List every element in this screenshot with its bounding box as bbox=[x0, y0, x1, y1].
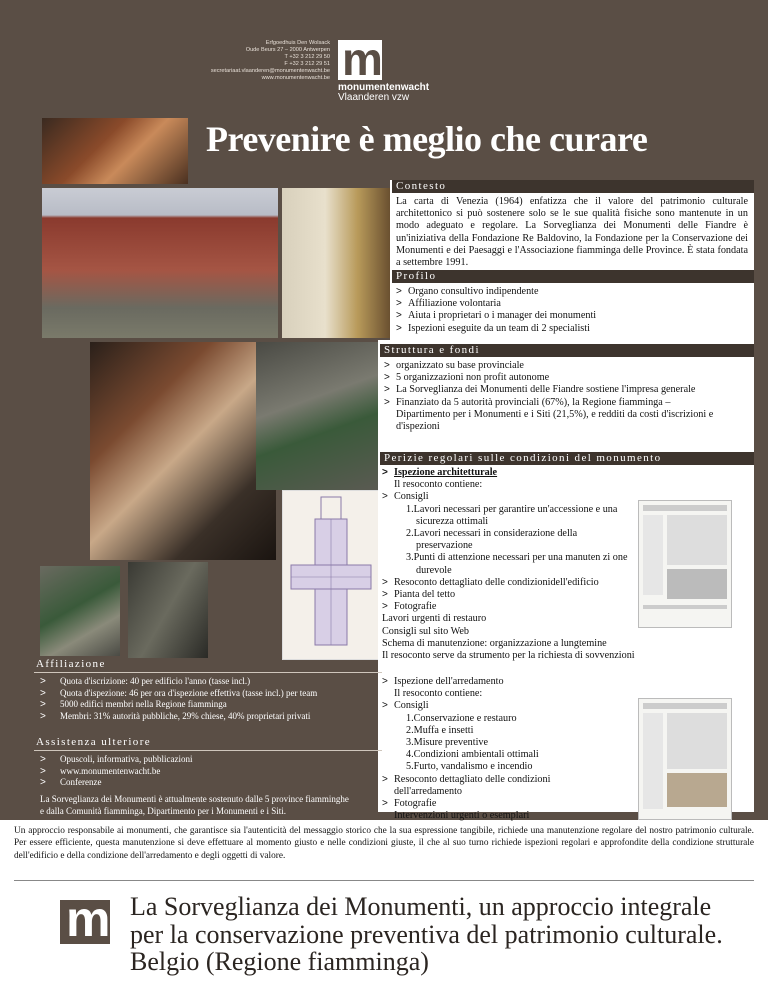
affiliazione-list bbox=[40, 676, 380, 722]
contact-line: Erfgoedhuis Den Wolsack bbox=[265, 40, 330, 46]
report-page-icon bbox=[639, 501, 731, 627]
report-page-icon bbox=[639, 699, 731, 819]
arch-intro: Il resoconto contiene: bbox=[394, 479, 483, 491]
worker-photo bbox=[40, 566, 120, 656]
list-item: > organizzato su base provinciale bbox=[384, 360, 714, 372]
roof-inspection-photo bbox=[256, 342, 378, 490]
contesto-text: La carta di Venezia (1964) enfatizza che il valore del patrimonio culturale architettonico si può sostenere solo se le sue qualità fisiche sono mantenute in un modo adeguato e regolare. La Sorveglianza dei Monumenti delle Fiandre è un'iniziativa della Fondazione Re Baldovino, la Fondazione per la Conservazione dei Monumenti e dei Paesaggi e l'Associazione fiamminga delle Province. È stata fondata a settembre 1991. bbox=[396, 196, 748, 269]
list-item-text: Quota d'iscrizione: 40 per edificio l'anno (tasse incl.) bbox=[60, 676, 251, 686]
arr-consigli-list bbox=[382, 713, 632, 774]
list-item: > Finanziato da 5 autorità provinciali (67%), la Regione fiamminga – Dipartimento per i Monumenti e i Siti (21,5%), e redditi da costi d'iscrizioni e d'ispezioni bbox=[384, 397, 714, 434]
consiglio-item: 2.Muffa e insetti bbox=[406, 724, 474, 736]
arr-consigli-label: > Consigli bbox=[382, 700, 632, 712]
list-item-text: Quota d'ispezione: 46 per ora d'ispezione effettiva (tasse incl.) per team bbox=[60, 687, 318, 698]
altar-photo bbox=[282, 188, 390, 338]
contact-line: Oude Beurs 27 – 2000 Antwerpen bbox=[245, 47, 330, 53]
list-item: > 5 organizzazioni non profit autonome bbox=[384, 372, 714, 384]
list-item bbox=[40, 676, 380, 688]
logo-letter: m bbox=[342, 33, 383, 85]
arch-consigli-list bbox=[382, 504, 632, 577]
contact-website: www.monumentenwacht.be bbox=[261, 75, 330, 81]
list-item bbox=[40, 754, 380, 766]
castle-photo bbox=[42, 188, 278, 338]
plain-item: Schema di manutenzione: organizzazione a lungtemine bbox=[382, 637, 607, 649]
roof-plan-icon bbox=[283, 491, 379, 659]
perizie-arredamento bbox=[382, 676, 632, 822]
contact-block bbox=[190, 40, 330, 82]
furniture-report-image bbox=[638, 698, 732, 820]
consiglio-item: 2.Lavori necessari in considerazione della preservazione bbox=[406, 528, 578, 552]
list-item: > La Sorveglianza dei Monumenti delle Fiandre sostiene l'impresa generale bbox=[384, 384, 714, 396]
assistenza-note: La Sorveglianza dei Monumenti è attualmente sostenuto dalle 5 province fiamminghe e dalla Comunità fiamminga, Dipartimento per i Monumenti e i Siti. bbox=[40, 794, 349, 816]
arch-consigli-label: > Consigli bbox=[382, 491, 632, 503]
assistenza-list bbox=[40, 754, 380, 789]
footer-text: Un approccio responsabile ai monumenti, che garantisce sia l'autenticità del messaggio storico che la sua espressione tangibile, richiede una manutenzione regolare del nostro patrimonio culturale. Per essere efficiente, questa manutenzione si deve effettuare al momento giusto e nelle condizioni giuste, il che al suo turno richiede ispezioni regolari e approfondite della condizione strutturale dell'edificio e della condizione dell'arredamento e degli oggetti di valore. bbox=[14, 826, 754, 861]
list-item-text: 5000 edifici membri nella Regione fiamminga bbox=[60, 699, 227, 710]
gutter-detail-photo bbox=[128, 562, 208, 658]
section-heading-affiliazione: Affiliazione bbox=[36, 658, 106, 670]
consiglio-item: 5.Furto, vandalismo e incendio bbox=[406, 761, 533, 773]
section-heading-contesto: Contesto bbox=[392, 180, 754, 193]
section-heading-profilo: Profilo bbox=[392, 270, 754, 283]
contact-email: secretariaat.vlaanderen@monumentenwacht.be bbox=[210, 68, 330, 74]
list-item: > Fotografie bbox=[382, 798, 582, 810]
logo bbox=[338, 33, 383, 85]
consiglio-item: 1.Conservazione e restauro bbox=[406, 712, 517, 724]
section-heading-struttura: Struttura e fondi bbox=[380, 344, 754, 357]
footer-title: La Sorveglianza dei Monumenti, un approccio integrale per la conservazione preventiva del patrimonio culturale. Belgio (Regione fiamminga) bbox=[130, 892, 723, 976]
list-item bbox=[40, 777, 380, 789]
contact-line: F +32 3 212 29 51 bbox=[284, 61, 330, 67]
list-item bbox=[40, 711, 380, 723]
consiglio-item: 3.Misure preventive bbox=[406, 737, 489, 749]
brand-region: Vlaanderen vzw bbox=[338, 92, 410, 103]
list-item: > Resoconto dettagliato delle condizionidell'edificio bbox=[382, 577, 632, 589]
arr-intro: Il resoconto contiene: bbox=[394, 688, 483, 700]
architecture-report-image bbox=[638, 500, 732, 628]
consiglio-item: 4.Condizioni ambientali ottimali bbox=[406, 749, 539, 761]
list-item bbox=[40, 688, 380, 700]
roof-plan-image bbox=[282, 490, 380, 660]
divider bbox=[34, 750, 382, 751]
arch-title-text: Ispezione architetturale bbox=[394, 467, 498, 478]
divider bbox=[14, 880, 754, 881]
page-title: Prevenire è meglio che curare bbox=[206, 119, 648, 159]
list-item: > Ispezioni eseguite da un team di 2 specialisti bbox=[396, 323, 748, 335]
brand-name: monumentenwacht bbox=[338, 82, 430, 93]
plain-item: Lavori urgenti di restauro bbox=[382, 613, 487, 625]
plain-item: Il resoconto serve da strumento per la richiesta di sovvenzioni bbox=[382, 650, 635, 662]
list-item: > Organo consultivo indipendente bbox=[396, 286, 748, 298]
consiglio-item: 1.Lavori necessari per garantire un'accessione e una sicurezza ottimali bbox=[406, 503, 618, 527]
struttura-list bbox=[384, 360, 714, 433]
list-item: > Pianta del tetto bbox=[382, 589, 632, 601]
arr-title: > Ispezione dell'arredamento bbox=[382, 676, 632, 688]
arch-title bbox=[382, 467, 632, 479]
arr-last: Intervenzioni urgenti o esemplari bbox=[394, 810, 530, 822]
profilo-list bbox=[396, 286, 748, 335]
contact-line: T +32 3 212 29 50 bbox=[284, 54, 330, 60]
statue-photo bbox=[42, 118, 188, 184]
section-heading-assistenza: Assistenza ulteriore bbox=[36, 736, 152, 748]
madonna-restoration-photo bbox=[90, 342, 276, 560]
list-item-text: Opuscoli, informativa, pubblicazioni bbox=[60, 754, 193, 764]
list-item-text: Conferenze bbox=[60, 777, 102, 788]
list-item-text: Membri: 31% autorità pubbliche, 29% chiese, 40% proprietari privati bbox=[60, 710, 311, 721]
list-item bbox=[40, 766, 380, 778]
list-item: > Resoconto dettagliato delle condizioni dell'arredamento bbox=[382, 774, 582, 798]
list-item bbox=[40, 699, 380, 711]
consiglio-item: 3.Punti di attenzione necessari per una manuten zi one durevole bbox=[406, 552, 628, 576]
footer-logo bbox=[60, 891, 111, 947]
section-heading-perizie: Perizie regolari sulle condizioni del monumento bbox=[380, 452, 754, 465]
plain-item: Consigli sul sito Web bbox=[382, 625, 470, 637]
perizie-architettura bbox=[382, 467, 635, 662]
footer-logo-letter: m bbox=[66, 891, 111, 947]
list-item: > Affiliazione volontaria bbox=[396, 298, 748, 310]
list-item: > Aiuta i proprietari o i manager dei monumenti bbox=[396, 310, 748, 322]
divider bbox=[34, 672, 382, 673]
list-item: > Fotografie bbox=[382, 601, 632, 613]
list-item-text: www.monumentenwacht.be bbox=[60, 765, 161, 776]
